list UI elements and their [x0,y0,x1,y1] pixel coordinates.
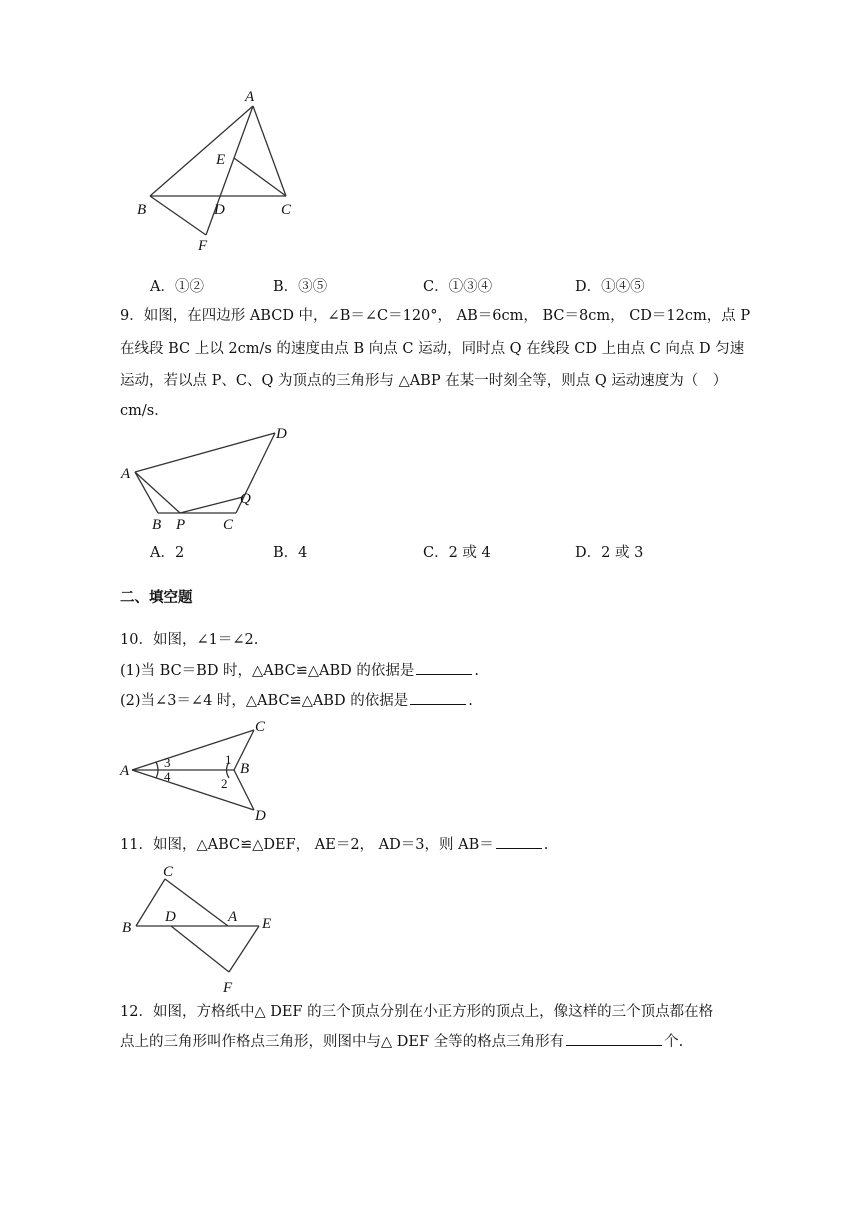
angle-label-3: 3 [164,755,171,770]
q11-stem [120,834,548,855]
segment-BC [136,879,165,926]
segment-AD [132,770,254,810]
label-B: B [137,202,147,218]
segment-AB [135,472,158,513]
q10-blank-1[interactable] [416,660,472,675]
segment-PQ [180,497,243,513]
segment-AC [132,730,254,770]
segment-BF [150,196,206,235]
q12-line-2 [120,1031,683,1052]
q12-line-1: 12．如图，方格纸中△ DEF 的三个顶点分别在小正方形的顶点上，像这样的三个顶点都在格 [120,1004,714,1020]
q10-part-1-end: . [474,663,479,679]
q12-line-2-end: 个. [664,1034,684,1050]
angle-label-1: 1 [225,752,232,767]
label-C: C [163,864,174,880]
label-D: D [276,426,287,442]
q11-blank[interactable] [496,834,542,849]
q9-line-2: 在线段 BC 上以 2cm/s 的速度由点 B 向点 C 运动，同时点 Q 在线段 CD 上由点 C 向点 D 匀速 [120,341,745,357]
label-D: D [255,808,266,824]
q10-blank-2[interactable] [410,690,466,705]
q10-part-1 [120,660,479,681]
label-A: A [228,909,238,925]
segment-AB [150,106,253,196]
q8-option-a[interactable]: A．①② [150,279,204,295]
q11-stem-end: . [543,837,549,853]
segment-AD [135,433,275,472]
q12-blank[interactable] [566,1031,662,1046]
q10-part-1-text: (1)当 BC＝BD 时，△ABC≌△ABD 的依据是 [120,663,415,679]
q8-figure [130,85,320,255]
label-B: B [152,517,162,533]
label-B: B [240,761,250,777]
label-A: A [121,466,131,482]
q12-line-2-text: 点上的三角形叫作格点三角形，则图中与△ DEF 全等的格点三角形有 [120,1034,565,1050]
q9-line-3: 运动，若以点 P、C、Q 为顶点的三角形与 △ABP 在某一时刻全等，则点 Q 运动速度为（ ） [120,373,728,389]
q9-line-4: cm/s． [120,403,169,419]
section-heading: 二、填空题 [120,590,193,606]
q9-option-b[interactable]: B．4 [273,545,308,561]
q10-part-2 [120,690,473,711]
label-D: D [165,909,176,925]
label-Q: Q [240,491,251,507]
label-P: P [176,517,186,533]
q10-stem: 10．如图，∠1＝∠2. [120,632,259,648]
q9-line-1: 9．如图，在四边形 ABCD 中，∠B＝∠C＝120°， AB＝6cm， BC＝8cm， CD＝12cm，点 P [120,308,751,324]
q8-option-d[interactable]: D．①④⑤ [575,279,645,295]
q8-option-c[interactable]: C．①③④ [423,279,493,295]
label-D: D [214,202,225,218]
q10-part-2-text: (2)当∠3＝∠4 时，△ABC≌△ABD 的依据是 [120,693,409,709]
q11-stem-text: 11．如图，△ABC≌△DEF， AE＝2， AD＝3，则 AB＝ [120,837,494,853]
q9-option-c[interactable]: C．2 或 4 [423,545,491,561]
label-C: C [281,202,292,218]
q9-figure [120,420,300,535]
label-E: E [216,152,226,168]
label-C: C [255,719,266,735]
segment-EC [234,158,286,196]
q8-option-b[interactable]: B．③⑤ [273,279,328,295]
label-A: A [120,763,130,779]
q10-part-2-end: . [468,693,473,709]
segment-AP [135,472,180,513]
angle-label-2: 2 [221,776,228,791]
label-B: B [122,920,132,936]
label-F: F [198,238,208,254]
label-E: E [262,916,272,932]
label-F: F [223,980,233,996]
q9-option-a[interactable]: A．2 [150,545,185,561]
segment-AC [253,106,286,196]
segment-EF [229,926,259,972]
angle-label-4: 4 [164,769,171,784]
q9-option-d[interactable]: D．2 或 3 [575,545,644,561]
q10-figure [118,715,273,825]
label-A: A [245,89,255,105]
segment-DF [171,926,229,972]
q11-figure [120,858,280,998]
label-C: C [223,517,234,533]
